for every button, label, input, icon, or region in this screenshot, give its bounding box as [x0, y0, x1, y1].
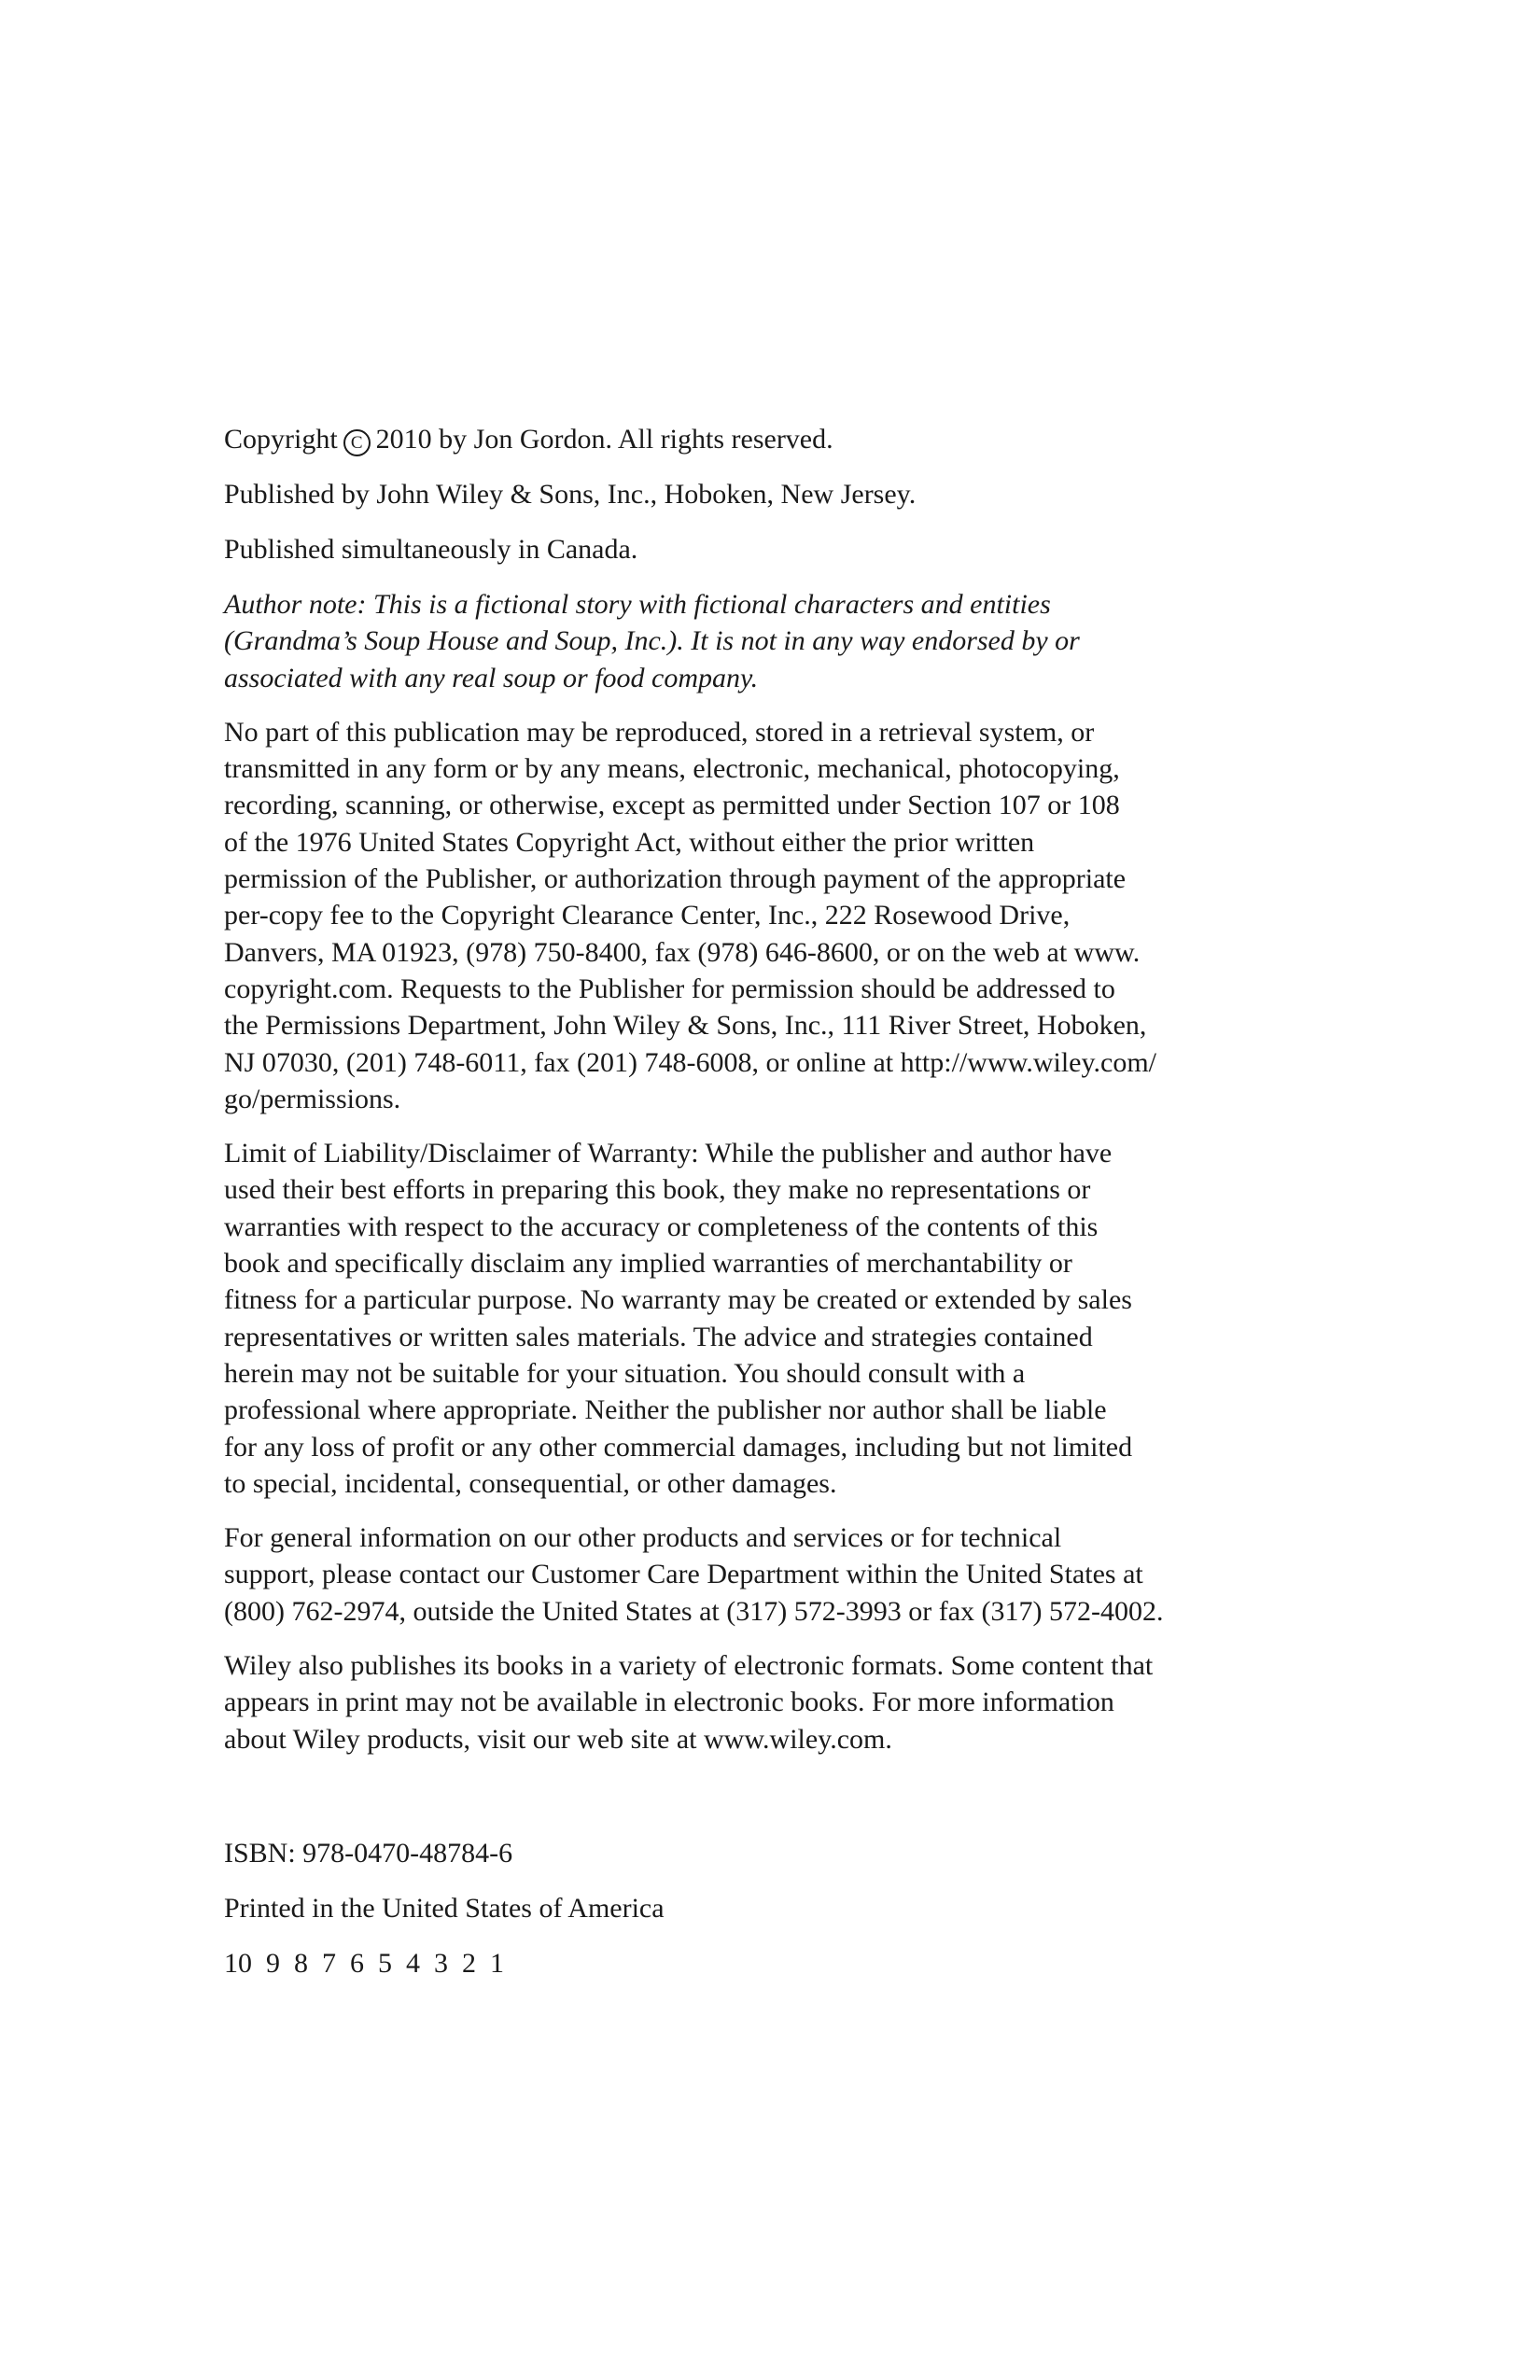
- author-note-line: (Grandma’s Soup House and Soup, Inc.). It is not in any way endorsed by or: [224, 625, 1080, 657]
- general-info-line: For general information on our other products and services or for technical: [224, 1522, 1062, 1554]
- electronic-line: Wiley also publishes its books in a variety of electronic formats. Some content that: [224, 1650, 1154, 1682]
- liability-line: representatives or written sales materials. The advice and strategies contained: [224, 1321, 1093, 1352]
- reproduction-line: of the 1976 United States Copyright Act, without either the prior written: [224, 826, 1035, 858]
- liability-line: warranties with respect to the accuracy or completeness of the contents of this: [224, 1211, 1099, 1242]
- copyright-prefix: Copyright: [224, 424, 338, 455]
- printing-number-line: 10 9 8 7 6 5 4 3 2 1: [224, 1947, 504, 1979]
- published-canada: Published simultaneously in Canada.: [224, 534, 638, 565]
- reproduction-line: per-copy fee to the Copyright Clearance Center, Inc., 222 Rosewood Drive,: [224, 900, 1071, 931]
- copyright-line: [224, 421, 1307, 458]
- reproduction-line: the Permissions Department, John Wiley & Sons, Inc., 111 River Street, Hoboken,: [224, 1010, 1147, 1042]
- general-info-line: support, please contact our Customer Care Department within the United States at: [224, 1559, 1143, 1590]
- liability-line: to special, incidental, consequential, or other damages.: [224, 1467, 837, 1499]
- author-note-line: associated with any real soup or food company.: [224, 662, 759, 693]
- copyright-symbol-icon: C: [343, 429, 371, 456]
- reproduction-line: NJ 07030, (201) 748-6011, fax (201) 748-6008, or online at http://www.wiley.com/: [224, 1046, 1157, 1078]
- reproduction-line: copyright.com. Requests to the Publisher for permission should be addressed to: [224, 973, 1115, 1004]
- reproduction-notice: [224, 714, 1307, 1117]
- liability-disclaimer: [224, 1135, 1307, 1502]
- liability-line: herein may not be suitable for your situation. You should consult with a: [224, 1357, 1026, 1389]
- liability-line: Limit of Liability/Disclaimer of Warranty: While the publisher and author have: [224, 1138, 1113, 1169]
- author-note: [224, 586, 1307, 696]
- liability-line: for any loss of profit or any other commercial damages, including but not limited: [224, 1431, 1133, 1463]
- reproduction-line: transmitted in any form or by any means, electronic, mechanical, photocopying,: [224, 753, 1120, 785]
- electronic-line: about Wiley products, visit our web site at www.wiley.com.: [224, 1723, 892, 1755]
- electronic-formats-notice: [224, 1647, 1307, 1757]
- reproduction-line: recording, scanning, or otherwise, except as permitted under Section 107 or 108: [224, 790, 1120, 821]
- liability-line: professional where appropriate. Neither the publisher nor author shall be liable: [224, 1394, 1107, 1426]
- reproduction-line: Danvers, MA 01923, (978) 750-8400, fax (978) 646-8600, or on the web at www.: [224, 936, 1141, 968]
- liability-line: used their best efforts in preparing this book, they make no representations or: [224, 1174, 1091, 1206]
- isbn: ISBN: 978-0470-48784-6: [224, 1837, 513, 1869]
- liability-line: fitness for a particular purpose. No warranty may be created or extended by sales: [224, 1284, 1132, 1316]
- section-spacer: [224, 1775, 1307, 1835]
- general-information: [224, 1519, 1307, 1630]
- liability-line: book and specifically disclaim any implied warranties of merchantability or: [224, 1248, 1072, 1280]
- author-note-line: Author note: This is a fictional story with fictional characters and entities: [224, 589, 1051, 620]
- electronic-line: appears in print may not be available in electronic books. For more information: [224, 1687, 1114, 1718]
- copyright-text-block: [224, 421, 1307, 1982]
- copyright-suffix: 2010 by Jon Gordon. All rights reserved.: [375, 424, 833, 455]
- published-by: Published by John Wiley & Sons, Inc., Hoboken, New Jersey.: [224, 479, 917, 510]
- reproduction-line: No part of this publication may be reproduced, stored in a retrieval system, or: [224, 716, 1095, 748]
- reproduction-line: permission of the Publisher, or authorization through payment of the appropriate: [224, 863, 1127, 895]
- printed-in: Printed in the United States of America: [224, 1892, 665, 1924]
- general-info-line: (800) 762-2974, outside the United States at (317) 572-3993 or fax (317) 572-4002.: [224, 1595, 1164, 1627]
- reproduction-line: go/permissions.: [224, 1083, 401, 1114]
